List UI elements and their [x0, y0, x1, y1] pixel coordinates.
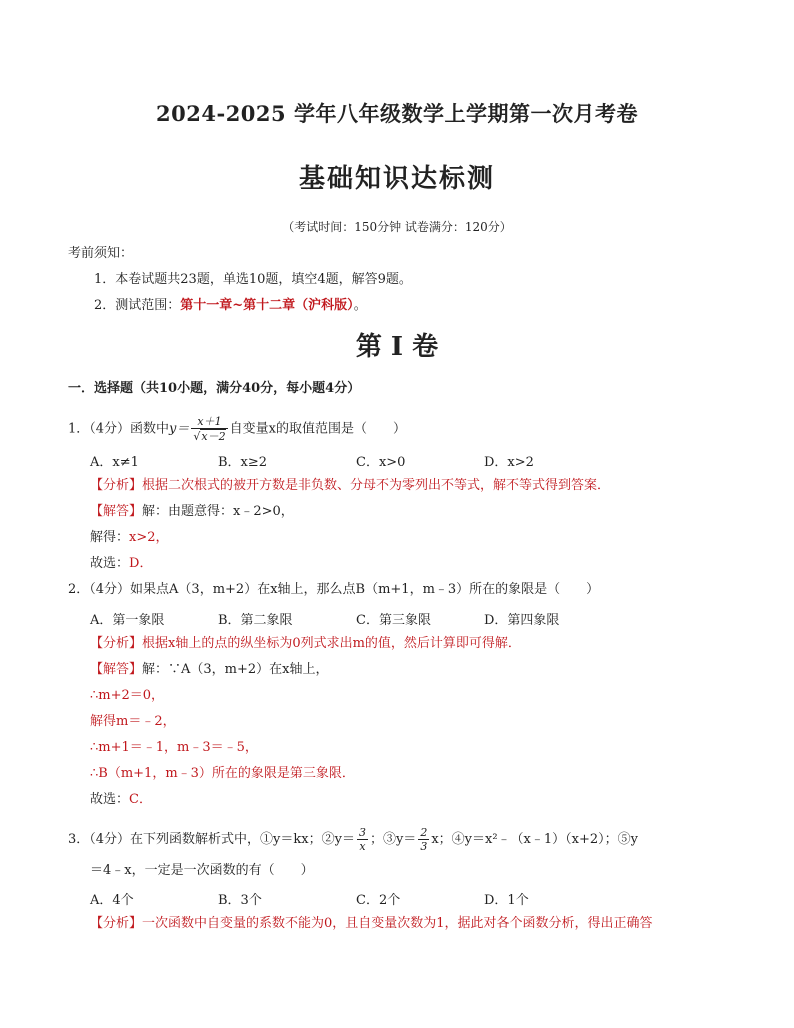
q3-frac1-num: 3	[358, 826, 366, 839]
q2-choice-label: 故选：	[90, 792, 130, 807]
section-heading: 一．选择题（共10小题，满分40分，每小题4分）	[68, 381, 361, 396]
q2-solution	[90, 661, 329, 679]
q3-fraction-2	[418, 826, 429, 853]
q1-frac-den: √x－2	[193, 430, 226, 443]
q3-option-c: C．2个	[356, 893, 401, 908]
q1-option-b: B．x≥2	[218, 455, 268, 470]
q2-option-d: D．第四象限	[484, 613, 560, 628]
notes-heading: 考前须知：	[68, 246, 134, 261]
q1-choice	[90, 555, 152, 573]
q1-choice-label: 故选：	[90, 556, 130, 571]
q1-solve	[90, 529, 169, 547]
q3-stem-a: 3．（4分）在下列函数解析式中，①y＝kx；②y＝	[68, 832, 355, 847]
notes-item-2-prefix: 2．测试范围：	[94, 298, 181, 313]
q2-choice-text: C．	[129, 792, 152, 807]
q3-stem	[68, 826, 638, 853]
q2-step-3: ∴m+1＝﹣1，m﹣3＝﹣5，	[90, 740, 258, 755]
q1-option-d: D．x>2	[484, 455, 534, 470]
q1-option-a: A．x≠1	[90, 455, 139, 470]
q2-analysis: 【分析】根据x轴上的点的纵坐标为0列式求出m的值，然后计算即可得解．	[90, 636, 521, 651]
q2-step-1: ∴m+2＝0，	[90, 688, 165, 703]
q1-analysis: 【分析】根据二次根式的被开方数是非负数、分母不为零列出不等式，解不等式得到答案．	[90, 478, 611, 493]
q1-solve-label: 解得：	[90, 530, 130, 545]
q1-frac-den-radicand: x－2	[201, 430, 226, 443]
notes-item-2	[94, 297, 367, 315]
q1-suffix: 自变量x的取值范围是（ ）	[229, 421, 406, 437]
q1-y-eq: y＝	[169, 421, 190, 437]
q1-solution-label: 【解答】	[90, 504, 143, 519]
q3-stem-c: x；④y＝x²﹣（x﹣1）（x+2）；⑤y	[431, 832, 638, 847]
q3-stem-b: ；③y＝	[369, 832, 417, 847]
q1-solve-text: x>2，	[129, 530, 169, 545]
notes-item-1: 1．本卷试题共23题，单选10题，填空4题，解答9题。	[94, 272, 412, 287]
page-subtitle: 基础知识达标测	[298, 164, 495, 194]
notes-item-2-range: 第十一章~第十二章（沪科版）	[180, 298, 354, 313]
q3-fraction-1	[357, 826, 368, 853]
q2-choice	[90, 791, 152, 809]
q2-stem: 2．（4分）如果点A（3，m+2）在x轴上，那么点B（m+1，m﹣3）所在的象限是（ ）	[68, 582, 600, 597]
q1-option-c: C．x>0	[356, 455, 406, 470]
q1-solution-text: 解：由题意得：x﹣2>0，	[142, 504, 294, 519]
q2-option-b: B．第二象限	[218, 613, 293, 628]
q1-stem	[68, 415, 406, 443]
q3-option-d: D．1个	[484, 893, 529, 908]
q2-step-4: ∴B（m+1，m﹣3）所在的象限是第三象限．	[90, 766, 355, 781]
q3-frac2-den: 3	[420, 840, 428, 853]
q2-option-c: C．第三象限	[356, 613, 431, 628]
q2-step-2: 解得m＝﹣2，	[90, 714, 176, 729]
q1-choice-text: D．	[129, 556, 153, 571]
q3-frac1-den: x	[359, 840, 366, 853]
notes-item-2-suffix: 。	[353, 298, 367, 313]
q3-option-a: A．4个	[90, 893, 134, 908]
q3-stem-line-2: ＝4﹣x，一定是一次函数的有（ ）	[90, 863, 314, 878]
volume-title: 第 I 卷	[355, 332, 439, 362]
q2-option-a: A．第一象限	[90, 613, 165, 628]
q1-solution	[90, 503, 294, 521]
q3-analysis: 【分析】一次函数中自变量的系数不能为0，且自变量次数为1，据此对各个函数分析，得出正确答	[90, 916, 653, 931]
q1-fraction	[191, 415, 227, 443]
q2-solution-text: 解：∵A（3，m+2）在x轴上，	[142, 662, 329, 677]
q3-option-b: B．3个	[218, 893, 262, 908]
q1-frac-num: x＋1	[191, 415, 227, 429]
q3-frac2-num: 2	[420, 826, 428, 839]
exam-info: （考试时间：150分钟 试卷满分：120分）	[282, 220, 512, 234]
page-title: 2024-2025 学年八年级数学上学期第一次月考卷	[156, 101, 638, 126]
q2-solution-label: 【解答】	[90, 662, 143, 677]
q1-number: 1．（4分）函数中	[68, 421, 170, 437]
